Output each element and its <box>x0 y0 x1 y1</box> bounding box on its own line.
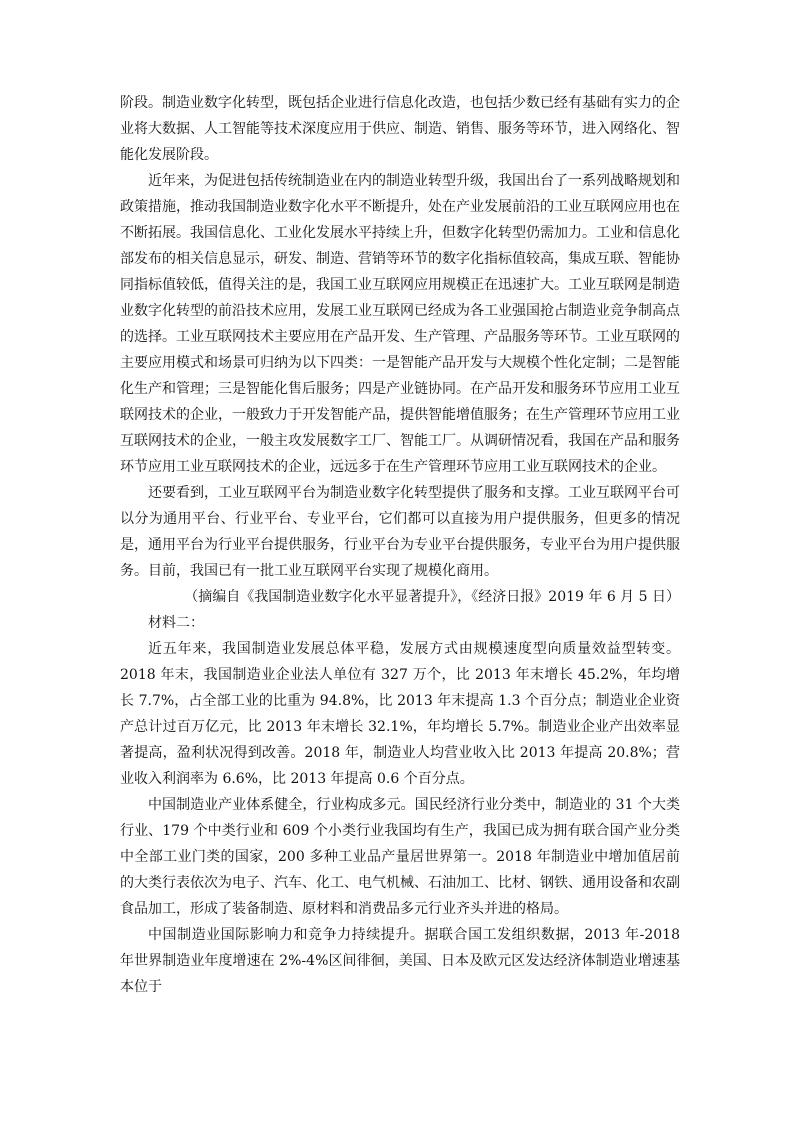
document-page <box>120 90 680 1000</box>
source-citation: （摘编自《我国制造业数字化水平显著提升》，《经济日报》2019 年 6 月 5 日） <box>184 589 680 605</box>
paragraph: 中国制造业产业体系健全，行业构成多元。国民经济行业分类中，制造业的 31 个大类行业、179 个中类行业和 609 个小类行业我国均有生产，我国已成为拥有联合国产业分类中全部工业门类的国家，200 多种工业品产量居世界第一。2018 年制造业中增加值居前的大类行表依次为电子、汽车、化工、电气机械、石油加工、比材、钢铁、通用设备和农副食品加工，形成了装备制造、原材料和消费品多元行业齐头并进的格局。 <box>120 797 680 917</box>
paragraph: 中国制造业国际影响力和竞争力持续提升。据联合国工发组织数据，2013 年-2018 年世界制造业年度增速在 2%-4%区间徘徊，美国、日本及欧元区发达经济体制造业增速基本位于 <box>120 927 680 995</box>
paragraph: 近五年来，我国制造业发展总体平稳，发展方式由规模速度型向质量效益型转变。2018 年末，我国制造业企业法人单位有 327 万个，比 2013 年末增长 45.2%，年均增长 7.7%，占全部工业的比重为 94.8%，比 2013 年末提高 1.3 个百分点；制造业企业资产总计过百万亿元，比 2013 年末增长 32.1%，年均增长 5.7%。制造业企业产出效率显著提高，盈利状况得到改善。2018 年，制造业人均营业收入比 2013 年提高 20.8%；营业收入利润率为 6.6%，比 2013 年提高 0.6 个百分点。 <box>120 641 680 787</box>
paragraph: 近年来，为促进包括传统制造业在内的制造业转型升级，我国出台了一系列战略规划和政策措施，推动我国制造业数字化水平不断提升，处在产业发展前沿的工业互联网应用也在不断拓展。我国信息化、工业化发展水平持续上升，但数字化转型仍需加力。工业和信息化部发布的相关信息显示，研发、制造、营销等环节的数字化指标值较高，集成互联、智能协同指标值较低，值得关注的是，我国工业互联网应用规模正在迅速扩大。工业互联网是制造业数字化转型的前沿技术应用，发展工业互联网已经成为各工业强国抢占制造业竞争制高点的选择。工业互联网技术主要应用在产品开发、生产管理、产品服务等环节。工业互联网的主要应用模式和场景可归纳为以下四类：一是智能产品开发与大规模个性化定制；二是智能化生产和管理；三是智能化售后服务；四是产业链协同。在产品开发和服务环节应用工业互联网技术的企业，一般致力于开发智能产品，提供智能增值服务；在生产管理环节应用工业互联网技术的企业，一般主攻发展数字工厂、智能工厂。从调研情况看，我国在产品和服务环节应用工业互联网技术的企业，远远多于在生产管理环节应用工业互联网技术的企业。 <box>120 173 680 475</box>
paragraph: 阶段。制造业数字化转型，既包括企业进行信息化改造，也包括少数已经有基础有实力的企业将大数据、人工智能等技术深度应用于供应、制造、销售、服务等环节，进入网络化、智能化发展阶段。 <box>120 95 680 163</box>
material-label: 材料二： <box>148 615 204 631</box>
paragraph: 还要看到，工业互联网平台为制造业数字化转型提供了服务和支撑。工业互联网平台可以分为通用平台、行业平台、专业平台，它们都可以直接为用户提供服务，但更多的情况是，通用平台为行业平台提供服务，行业平台为专业平台提供服务，专业平台为用户提供服务。目前，我国已有一批工业互联网平台实现了规模化商用。 <box>120 485 680 579</box>
